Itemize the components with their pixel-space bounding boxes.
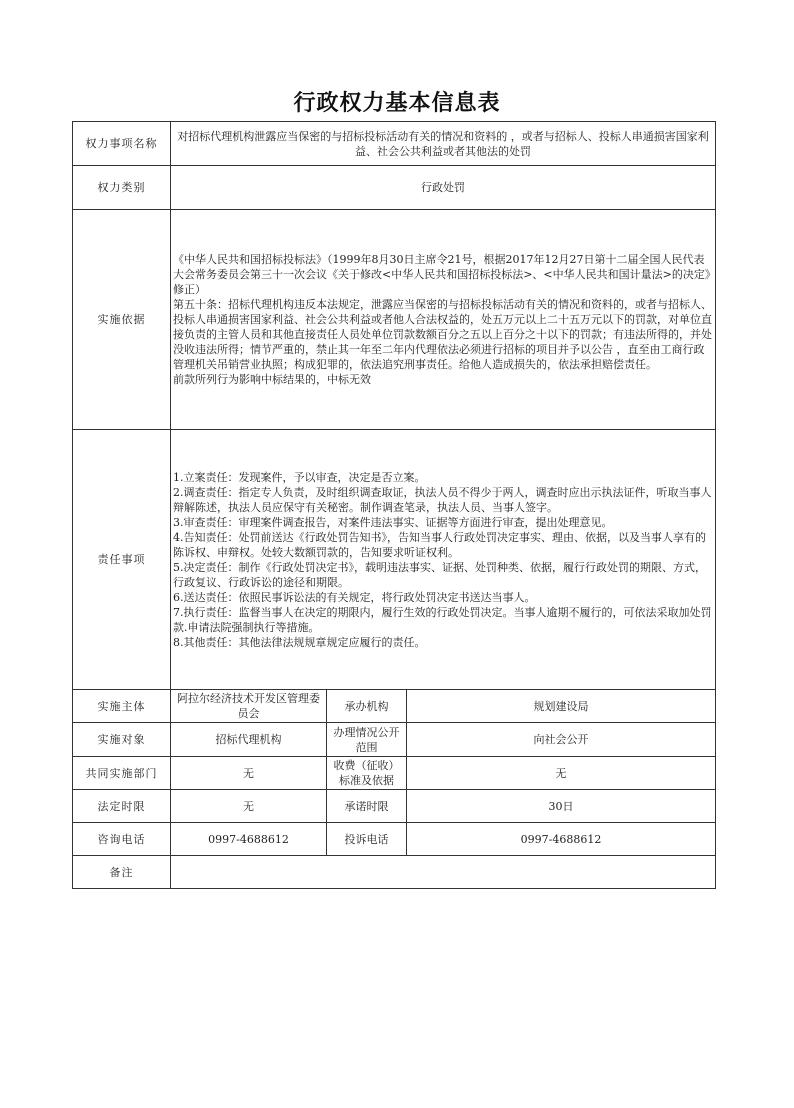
fee-standard-label: 收费（征收）标准及依据 bbox=[327, 757, 407, 790]
responsibility-item: 2.调查责任：指定专人负责，及时组织调查取证，执法人员不得少于两人，调查时应出示执法证件，听取当事人辩解陈述，执法人员应保守有关秘密。制作调查笔录，执法人员、当事人签字。 bbox=[173, 485, 712, 514]
row-power-category bbox=[73, 166, 716, 210]
responsibilities-label: 责任事项 bbox=[73, 430, 171, 690]
power-category-label: 权力类别 bbox=[73, 166, 171, 210]
power-category-value: 行政处罚 bbox=[171, 166, 716, 210]
responsibility-item: 3.审查责任：审理案件调查报告，对案件违法事实、证据等方面进行审查，提出处理意见。 bbox=[173, 515, 613, 529]
consult-phone-label: 咨询电话 bbox=[73, 823, 171, 856]
info-table bbox=[72, 121, 716, 889]
power-name-value: 对招标代理机构泄露应当保密的与招标投标活动有关的情况和资料的 ，或者与招标人、投标人串通损害国家利益、社会公共利益或者其他法的处罚 bbox=[171, 122, 716, 166]
complaint-phone-label: 投诉电话 bbox=[327, 823, 407, 856]
fee-standard-value: 无 bbox=[407, 757, 716, 790]
remarks-label: 备注 bbox=[73, 856, 171, 889]
basis-cell bbox=[171, 210, 716, 430]
row-phone bbox=[73, 823, 716, 856]
handling-agency-label: 承办机构 bbox=[327, 690, 407, 723]
row-remarks bbox=[73, 856, 716, 889]
remarks-value bbox=[171, 856, 716, 889]
page-title: 行政权力基本信息表 bbox=[293, 90, 501, 116]
responsibility-item: 7.执行责任：监督当事人在决定的期限内，履行生效的行政处罚决定。当事人逾期不履行的，可依法采取加处罚款.申请法院强制执行等措施。 bbox=[173, 605, 712, 634]
responsibility-item: 1.立案责任：发现案件，予以审查，决定是否立案。 bbox=[173, 470, 426, 484]
promised-time-limit-value: 30日 bbox=[407, 790, 716, 823]
row-subject bbox=[73, 690, 716, 723]
handling-agency-value: 规划建设局 bbox=[407, 690, 716, 723]
disclosure-scope-label: 办理情况公开范围 bbox=[327, 723, 407, 757]
row-basis bbox=[73, 210, 716, 430]
responsibility-item: 4.告知责任：处罚前送达《行政处罚告知书》，告知当事人行政处罚决定事实、理由、依据，以及当事人享有的陈诉权、申辩权。处较大数额罚款的，告知要求听证权利。 bbox=[173, 530, 706, 559]
target-label: 实施对象 bbox=[73, 723, 171, 757]
responsibility-item: 6.送达责任：依照民事诉讼法的有关规定，将行政处罚决定书送达当事人。 bbox=[173, 590, 536, 604]
legal-time-limit-label: 法定时限 bbox=[73, 790, 171, 823]
subject-label: 实施主体 bbox=[73, 690, 171, 723]
legal-time-limit-value: 无 bbox=[171, 790, 327, 823]
consult-phone-value: 0997-4688612 bbox=[171, 823, 327, 856]
row-target bbox=[73, 723, 716, 757]
basis-value: 《中华人民共和国招标投标法》（1999年8月30日主席令21号，根据2017年12月27日第十二届全国人民代表大会常务委员会第三十一次会议《关于修改<中华人民共和国招标投标法>、<中华人民共和国计量法>的决定》修正） 第五十条：招标代理机构违反本法规定，泄露应当保密的与招标投标活动有关的情况和资料的，或者与招标人、投标人串通损害国家利益、社会公共利益或者他人合法权益的，处五万元以上二十五万元以下的罚款，对单位直接负责的主管人员和其他直接责任人员处单位罚款数额百分之五以上百分之十以下的罚款；有违法所得的，并处没收违法所得；情节严重的，禁止其一年至二年内代理依法必须进行招标的项目并予以公告 ，直至由工商行政管理机关吊销营业执照；构成犯罪的，依法追究刑事责任。给他人造成损失的，依法承担赔偿责任。 前款所列行为影响中标结果的，中标无效 bbox=[173, 253, 712, 386]
disclosure-scope-value: 向社会公开 bbox=[407, 723, 716, 757]
row-time-limit bbox=[73, 790, 716, 823]
target-value: 招标代理机构 bbox=[171, 723, 327, 757]
power-name-label: 权力事项名称 bbox=[73, 122, 171, 166]
row-responsibilities bbox=[73, 430, 716, 690]
joint-dept-label: 共同实施部门 bbox=[73, 757, 171, 790]
subject-value: 阿拉尔经济技术开发区管理委员会 bbox=[171, 690, 327, 723]
promised-time-limit-label: 承诺时限 bbox=[327, 790, 407, 823]
responsibility-item: 8.其他责任：其他法律法规规章规定应履行的责任。 bbox=[173, 635, 426, 649]
row-power-name bbox=[73, 122, 716, 166]
joint-dept-value: 无 bbox=[171, 757, 327, 790]
basis-label: 实施依据 bbox=[73, 210, 171, 430]
responsibilities-cell bbox=[171, 430, 716, 690]
complaint-phone-value: 0997-4688612 bbox=[407, 823, 716, 856]
row-joint-dept bbox=[73, 757, 716, 790]
responsibility-item: 5.决定责任：制作《行政处罚决定书》，载明违法事实、证据、处罚种类、依据，履行行政处罚的期限、方式，行政复议、行政诉讼的途径和期限。 bbox=[173, 560, 706, 589]
